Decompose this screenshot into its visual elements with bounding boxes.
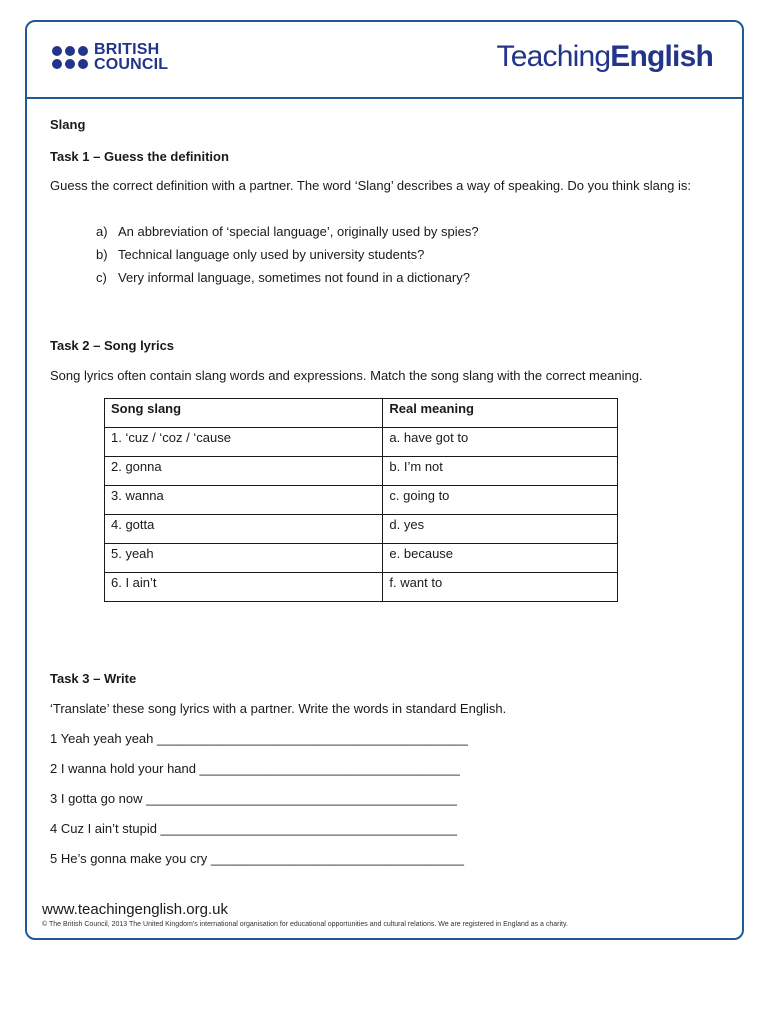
bc-logo-line2: COUNCIL [94,56,169,73]
table-row [105,515,618,544]
table-cell: 2. gonna [105,457,383,486]
task1-option-a [96,224,479,239]
table-cell: f. want to [383,573,618,602]
bc-logo-line1: BRITISH [94,41,160,58]
british-council-logo [52,42,168,72]
task2-intro: Song lyrics often contain slang words and expressions. Match the song slang with the correct meaning. [50,368,643,383]
option-letter: a) [96,224,108,239]
table-cell: d. yes [383,515,618,544]
table-header-row [105,399,618,428]
table-row [105,457,618,486]
task3-intro: ‘Translate’ these song lyrics with a partner. Write the words in standard English. [50,701,507,716]
table-cell: 1. ‘cuz / ‘coz / ‘cause [105,428,383,457]
task3-line-2: 2 I wanna hold your hand ____________________________________ [50,761,460,776]
task3-line-5: 5 He’s gonna make you cry ___________________________________ [50,851,464,866]
task3-line-3: 3 I gotta go now ___________________________________________ [50,791,458,806]
table-row [105,486,618,515]
teaching-english-logo [497,40,713,74]
header-divider [25,97,744,99]
task3-line-4: 4 Cuz I ain’t stupid _________________________________________ [50,821,457,836]
slang-table [104,398,618,602]
table-cell: 4. gotta [105,515,383,544]
footer-copyright: © The British Council, 2013 The United Kingdom’s international organisation for educational opportunities and cultural relations. We are registered in England as a charity. [42,921,568,928]
table-row [105,544,618,573]
option-text: Technical language only used by university students? [118,247,425,262]
table-cell: 6. I ain’t [105,573,383,602]
table-header-cell: Song slang [105,399,383,428]
footer-url[interactable]: www.teachingenglish.org.uk [42,901,228,918]
task2-heading: Task 2 – Song lyrics [50,338,175,353]
table-header-cell: Real meaning [383,399,618,428]
table-cell: e. because [383,544,618,573]
option-letter: c) [96,270,107,285]
task3-heading: Task 3 – Write [50,671,137,686]
option-letter: b) [96,247,108,262]
task1-heading: Task 1 – Guess the definition [50,149,229,164]
table-cell: b. I’m not [383,457,618,486]
te-logo-light: Teaching [496,40,611,73]
table-cell: 3. wanna [105,486,383,515]
te-logo-bold: English [610,40,713,73]
table-cell: a. have got to [383,428,618,457]
task1-option-b [96,247,424,262]
page-title: Slang [50,117,86,132]
option-text: An abbreviation of ‘special language’, originally used by spies? [118,224,479,239]
table-row [105,573,618,602]
task1-option-c [96,270,470,285]
option-text: Very informal language, sometimes not found in a dictionary? [118,270,470,285]
task1-intro: Guess the correct definition with a partner. The word ‘Slang’ describes a way of speaking. Do you think slang is: [50,178,691,193]
british-council-dots-icon [52,46,88,69]
table-row [105,428,618,457]
table-cell: 5. yeah [105,544,383,573]
task3-line-1: 1 Yeah yeah yeah ___________________________________________ [50,731,468,746]
table-cell: c. going to [383,486,618,515]
